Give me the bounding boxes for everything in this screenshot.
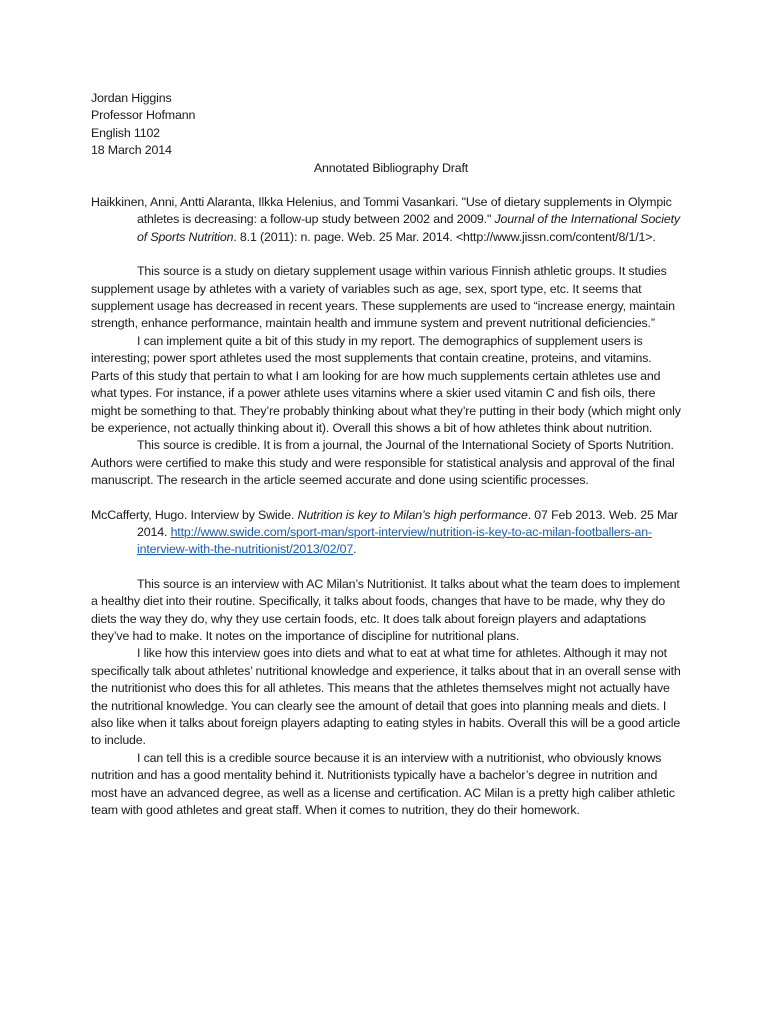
citation-2 (91, 507, 681, 559)
document-page (91, 90, 681, 819)
entry-1-credibility: This source is credible. It is from a journal, the Journal of the International Society of Sports Nutrition. Authors were certified to make this study and were responsible for statistical analysis and approval of the final manuscript. The research in the article seemed accurate and done using scientific processes. (91, 438, 675, 488)
citation-1-rest: . 8.1 (2011): n. page. Web. 25 Mar. 2014. <http://www.jissn.com/content/8/1/1>. (233, 229, 656, 244)
entry-1-summary: This source is a study on dietary supplement usage within various Finnish athletic groups. It studies supplement usage by athletes with a variety of variables such as age, sex, sport type, etc. It seems that supplement usage has decreased in recent years. These supplements are used to “increase energy, maintain strength, enhance performance, maintain health and immune system and prevent nutritional deficiencies.” (91, 264, 675, 331)
citation-1-journal: Journal of the International Society of Sports Nutrition (137, 212, 680, 244)
course-name: English 1102 (91, 125, 160, 140)
professor-name: Professor Hofmann (91, 108, 196, 123)
citation-2-title: Nutrition is key to Milan’s high performance (297, 507, 528, 522)
citation-1 (91, 194, 681, 246)
author-name: Jordan Higgins (91, 91, 172, 105)
entry-2-credibility: I can tell this is a credible source because it is an interview with a nutritionist, who obviously knows nutrition and has a good mentality behind it. Nutritionists typically have a bachelor’s degree in nutrition and most have an advanced degree, as well as a license and certification. AC Milan is a pretty high caliber athletic team with good athletes and great staff. When it comes to nutrition, they do their homework. (91, 750, 675, 818)
entry-1-usage: I can implement quite a bit of this study in my report. The demographics of supplement users is interesting; power sport athletes used the most supplements that contain creatine, proteins, and vitamins. Parts of this study that pertain to what I am looking for are how much supplements certain athletes use and what types. For instance, if a power athlete uses vitamins where a skier used vitamin C and fish oils, there might be something to that. They’re probably thinking about what they’re putting in their body (which might only be experience, not actually thinking about it). Overall this shows a bit of how athletes think about nutrition. (91, 333, 681, 435)
document-title: Annotated Bibliography Draft (313, 160, 469, 175)
citation-1-authors: Haikkinen, Anni, Antti Alaranta, Ilkka Helenius, and Tommi Vasankari. "Use of dietary supplements in Olympic athletes is decreasing: a follow-up study between 2002 and 2009." (91, 195, 672, 227)
citation-2-authors: McCafferty, Hugo. Interview by Swide. (91, 507, 298, 522)
citation-2-trailing: . (353, 542, 357, 557)
entry-2-summary: This source is an interview with AC Milan’s Nutritionist. It talks about what the team does to implement a healthy diet into their routine. Specifically, it talks about foods, changes that have to be made, why they do diets the way they do, why they use certain foods, etc. It does talk about foreign players and adaptations they’ve had to make. It notes on the importance of discipline for nutritional plans. (91, 576, 680, 643)
document-date: 18 March 2014 (91, 143, 172, 158)
citation-2-rest: . 07 Feb 2013. Web. 25 Mar 2014. (137, 507, 678, 539)
citation-2-link[interactable]: http://www.swide.com/sport-man/sport-interview/nutrition-is-key-to-ac-milan-footballers-an-interview-with-the-nutritionist/2013/02/07 (137, 524, 653, 557)
entry-2-usage: I like how this interview goes into diets and what to eat at what time for athletes. Although it may not specifically talk about athletes’ nutritional knowledge and experience, it talks about that in an overall sense with the nutritionist who does this for all athletes. This means that the athletes themselves might not actually have the nutritional knowledge. You can clearly see the amount of detail that goes into planning meals and diets. I also like when it talks about foreign players adapting to eating styles in habits. Overall this will be a good article to include. (91, 646, 681, 748)
